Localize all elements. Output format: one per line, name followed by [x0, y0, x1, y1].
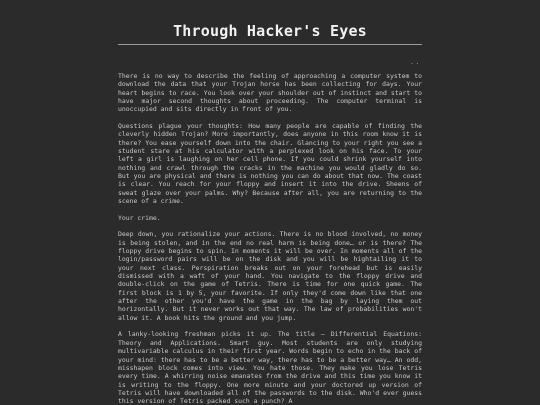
- parent-link[interactable]: ..: [410, 58, 421, 66]
- paragraph-5: A lanky-looking freshman picks it up. The title — Differential Equations: Theory and Applications. Smart guy. Most students are only studying multivariable calculus in their first year. Words begin to echo in the back of your mind: there has to be a better way, there has to be a better way… An odd, misshapen block comes into view. You hate those. They make you lose Tetris every time. A whirring noise emanates from the drive and this time you know it is writing to the floppy. One more minute and your doctored up version of Tetris will have downloaded all of the passwords to the disk. Who'd ever guess this version of Tetris packed such a punch? A: [118, 330, 422, 405]
- paragraph-4: Deep down, you rationalize your actions. There is no blood involved, no money is being stolen, and in the end no real harm is being done… or is there? The floppy drive begins to spin. In moments it will be over. In moments all of the login/password pairs will be on the disk and you will be hightailing it to your next class. Perspiration breaks out on your forehead but is easily dismissed with a waft of your hand. You navigate to the floppy drive and double-click on the game of Tetris. There is time for one quick game. The first block is 1 by 5, your favorite. If only they'd come down like that one after the other you'd have the game in the bag by laying them out horizontally. But it never works out that way. The law of probabilities won't allow it. A book hits the ground and you jump.: [118, 230, 422, 322]
- article-body: [118, 72, 422, 405]
- paragraph-1: There is no way to describe the feeling of approaching a computer system to download the data that your Trojan horse has been collecting for days. Your heart begins to race. You look over your shoulder out of instinct and start to have major second thoughts about proceeding. The computer terminal is unoccupied and sits directly in front of you.: [118, 72, 422, 114]
- page-title: Through Hacker's Eyes: [173, 22, 367, 40]
- paragraph-3: Your crime.: [118, 213, 161, 222]
- paragraph-2: Questions plague your thoughts: How many people are capable of finding the cleverly hidden Trojan? More importantly, does anyone in this room know it is there? You ease yourself down into the chair. Glancing to your right you see a student stare at his calculator with a perplexed look on his face. To your left a girl is laughing on her cell phone. If you could shrink yourself into nothing and crawl through the cracks in the machine you would gladly do so. But you are physical and there is nothing you can do about that now. The coast is clear. You reach for your floppy and insert it into the drive. Sheens of sweat glaze over your palms. Why? Because after all, you are returning to the scene of a crime.: [118, 122, 422, 206]
- title-divider: [118, 44, 422, 45]
